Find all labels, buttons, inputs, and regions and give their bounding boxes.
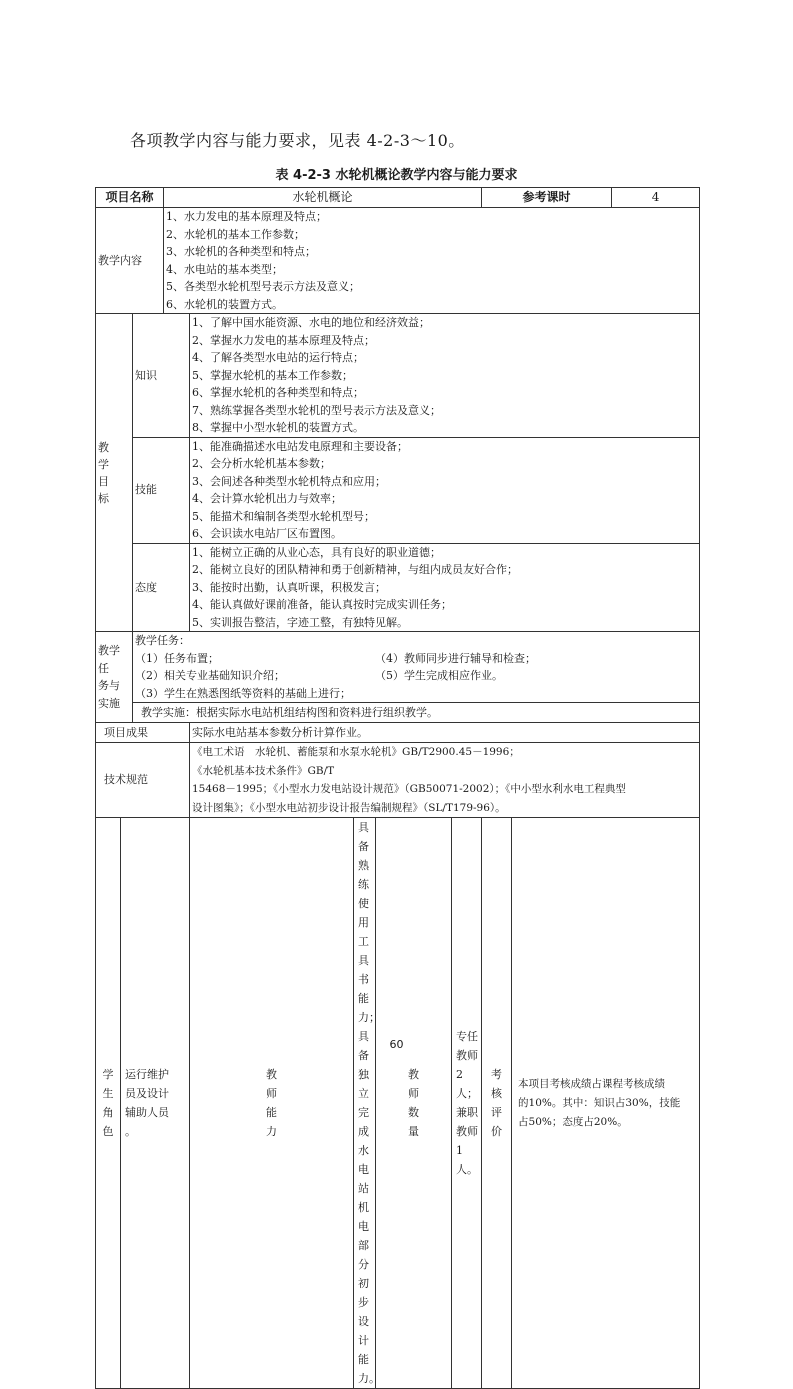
tasks-right-column [375,650,536,703]
list-item: 4、能认真做好课前准备，能认真按时完成实训任务； [192,598,452,611]
goals-label-line: 目 标 [98,474,131,505]
tasks-label-line: 教学任 [98,644,120,675]
task-item: （4）教师同步进行辅导和检查； [375,651,536,665]
project-name-value: 水轮机概论 [164,188,482,208]
list-item: 1、能准确描述水电站发电原理和主要设备； [192,439,408,453]
tasks-left-column [135,650,375,703]
line: 辅助人员 [125,1106,169,1119]
student-role-value [121,818,190,1389]
line: 分初步设计能力。 [358,1258,380,1385]
intro-paragraph: 各项教学内容与能力要求，见表 4-2-3～10。 [130,131,465,150]
attitude-label: 态度 [133,543,190,632]
char: 能 [266,1106,277,1119]
list-item: 3、能按时出勤，认真听课，积极发言； [192,580,386,594]
list-item: 3、会间述各种类型水轮机特点和应用； [192,474,386,488]
char: 学 [102,1068,114,1081]
standard-line: 设计图集》；《小型水电站初步设计报告编制规程》（SL/T179-96）。 [192,801,506,814]
list-item: 7、熟练掌握各类型水轮机的型号表示方法及意义； [192,403,441,417]
skills-list [190,437,700,543]
line: 运行维护 [125,1068,169,1081]
task-item: （1）任务布置； [135,651,219,665]
header-row [96,188,700,208]
implementation-row [96,703,700,723]
char: 量 [408,1125,419,1138]
knowledge-list [190,314,700,438]
char: 教 [408,1068,419,1081]
line: 人； [456,1087,478,1100]
task-item: （3）学生在熟悉图纸等资料的基础上进行； [135,686,351,700]
implementation-text: 教学实施：根据实际水电站机组结构图和资料进行组织教学。 [133,703,700,723]
list-item: 6、水轮机的装置方式。 [166,297,283,311]
list-item: 8、掌握中小型水轮机的装置方式。 [192,421,364,434]
project-name-label: 项目名称 [96,188,164,208]
list-item: 2、掌握水力发电的基本原理及特点； [192,333,375,347]
teacher-ability-value [354,818,380,1389]
char: 核 [491,1087,503,1100]
line: 人。 [456,1163,478,1176]
assessment-value [512,818,700,1389]
line: 本项目考核成绩占课程考核成绩 [518,1077,666,1090]
outcome-row [96,723,700,743]
line: 占50%；态度占20%。 [518,1115,628,1128]
char: 教 [266,1068,277,1081]
outcome-label: 项目成果 [96,723,190,743]
list-item: 5、掌握水轮机的基本工作参数； [192,368,353,382]
knowledge-label: 知识 [133,314,190,438]
char: 价 [491,1125,503,1138]
list-item: 2、能树立良好的团队精神和勇于创新精神，与组内成员友好合作； [192,563,518,576]
student-role-label [96,818,121,1389]
teacher-count-value [452,818,482,1389]
char: 数 [408,1106,419,1119]
list-item: 3、水轮机的各种类型和特点； [166,245,316,258]
ref-hours-label: 参考课时 [482,188,612,208]
char: 色 [102,1125,114,1138]
line: 具备独立完成水电站机电部 [358,1030,369,1252]
char: 考 [491,1068,503,1081]
char: 力 [266,1125,277,1138]
teacher-count-label [376,818,452,1389]
teaching-content-list [164,208,700,314]
list-item: 6、会识读水电站厂区布置图。 [192,527,342,540]
table-caption: 表 4-2-3 水轮机概论教学内容与能力要求 [275,168,518,183]
standard-line: 《水轮机基本技术条件》GB/T [192,764,335,777]
assessment-label [482,818,512,1389]
line: 的10%。其中：知识占30%，技能 [518,1096,681,1109]
course-requirements-table [95,187,700,1389]
list-item: 2、水轮机的基本工作参数； [166,227,305,241]
char: 角 [102,1106,114,1119]
list-item: 4、了解各类型水电站的运行特点； [192,351,364,364]
tasks-label-line: 实施 [98,696,120,710]
list-item: 6、掌握水轮机的各种类型和特点； [192,386,364,399]
list-item: 4、会计算水轮机出力与效率； [192,492,342,505]
tasks-content [133,632,700,703]
outcome-value: 实际水电站基本参数分析计算作业。 [190,723,700,743]
teaching-content-row [96,208,700,314]
char: 评 [491,1106,503,1119]
list-item: 5、能描术和编制各类型水轮机型号； [192,509,375,523]
page-number: 60 [389,1038,404,1051]
line: 专任教师2 [456,1030,478,1081]
list-item: 5、实训报告整洁，字迹工整，有独特见解。 [192,615,408,629]
line: 具备熟练使用工具书能力； [358,821,380,1024]
tasks-title: 教学任务： [135,634,190,647]
teaching-goals-label [96,314,133,632]
line: 兼职教师1 [456,1106,478,1157]
tasks-label [96,632,133,723]
char: 师 [266,1087,277,1100]
list-item: 1、水力发电的基本原理及特点； [166,210,327,223]
line: 。 [125,1125,136,1138]
ref-hours-value: 4 [612,188,700,208]
list-item: 1、能树立正确的从业心态，具有良好的职业道德； [192,545,441,559]
char: 生 [102,1087,114,1100]
task-item: （2）相关专业基础知识介绍； [135,669,285,682]
skills-label: 技能 [133,437,190,543]
list-item: 2、会分析水轮机基本参数； [192,457,331,470]
task-item: （5）学生完成相应作业。 [375,669,503,682]
attitude-list [190,543,700,632]
list-item: 5、各类型水轮机型号表示方法及意义； [166,280,360,293]
goal-attitude-row [96,543,700,632]
line: 员及设计 [125,1087,169,1100]
list-item: 1、了解中国水能资源、水电的地位和经济效益； [192,316,430,329]
list-item: 4、水电站的基本类型； [166,262,283,276]
standards-list [190,743,700,818]
goals-label-line: 教 学 [98,440,131,471]
goal-skills-row [96,437,700,543]
tasks-label-line: 务与 [98,679,120,692]
goal-knowledge-row [96,314,700,438]
standards-row [96,743,700,818]
standard-line: 《电工术语 水轮机、蓄能泵和水泵水轮机》GB/T2900.45－1996； [192,746,520,758]
char: 师 [408,1087,419,1100]
teacher-ability-label [190,818,354,1389]
tasks-row [96,632,700,703]
standard-line: 15468－1995；《小型水力发电站设计规范》（GB50071-2002）；《中小型水利水电工程典型 [192,783,626,795]
standards-label: 技术规范 [96,743,190,818]
roles-row [96,818,700,1389]
teaching-content-label: 教学内容 [96,208,164,314]
